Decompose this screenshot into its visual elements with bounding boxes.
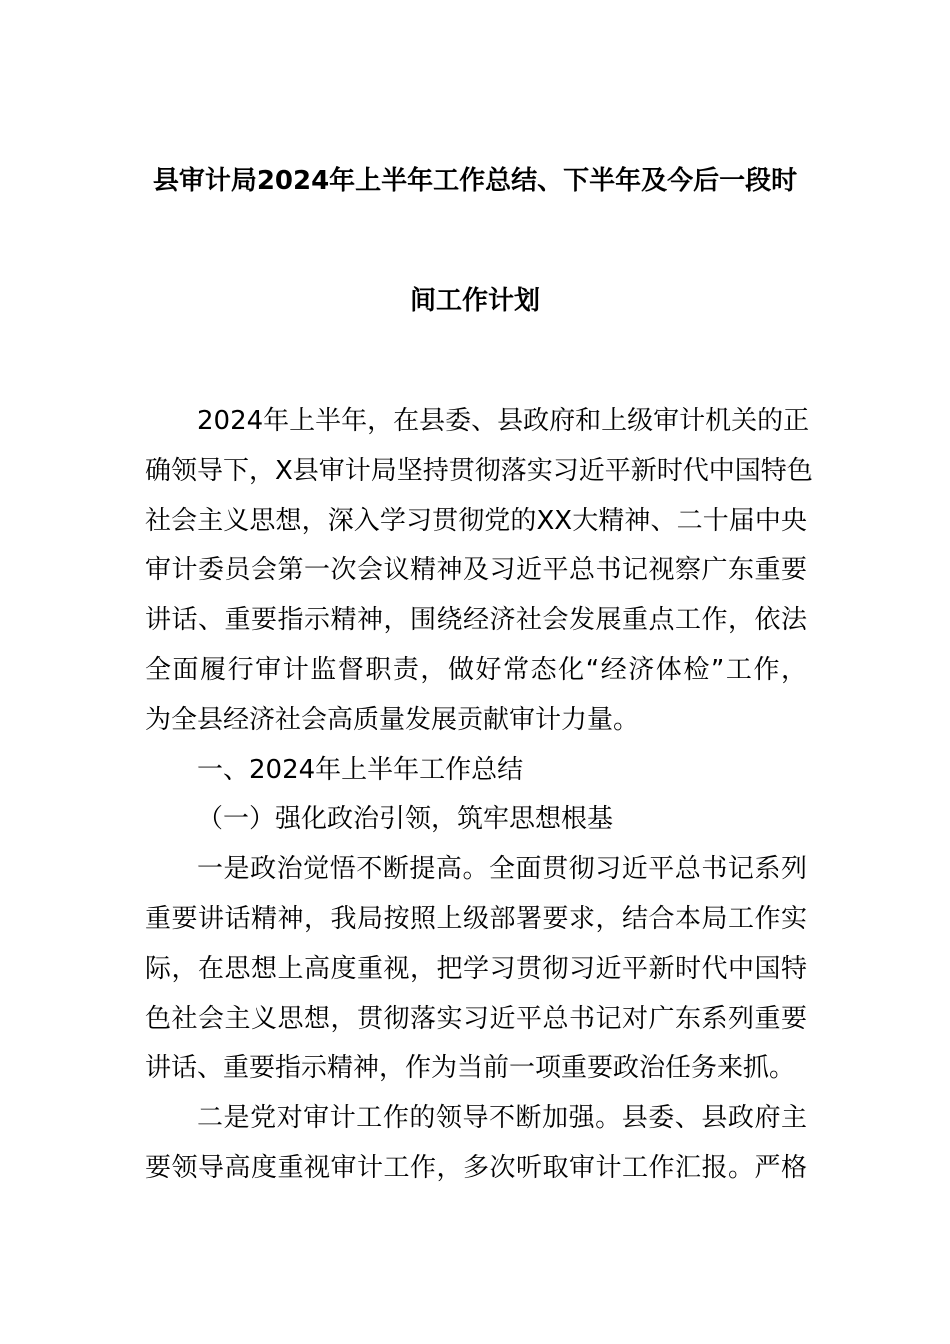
body-line: 一是政治觉悟不断提高。全面贯彻习近平总书记系列	[197, 854, 807, 885]
subsection-heading: （一）强化政治引领，筑牢思想根基	[197, 804, 614, 835]
document-title-line-1: 县审计局2024年上半年工作总结、下半年及今后一段时	[152, 166, 798, 196]
body-line: 为全县经济社会高质量发展贡献审计力量。	[145, 704, 640, 735]
body-line: 确领导下，X县审计局坚持贯彻落实习近平新时代中国特色	[145, 455, 813, 486]
body-line: 审计委员会第一次会议精神及习近平总书记视察广东重要	[145, 555, 807, 586]
body-line: 讲话、重要指示精神，围绕经济社会发展重点工作，依法	[145, 605, 807, 636]
section-heading: 一、2024年上半年工作总结	[197, 754, 524, 785]
body-line: 社会主义思想，深入学习贯彻党的XX大精神、二十届中央	[145, 505, 807, 536]
body-line: 2024年上半年，在县委、县政府和上级审计机关的正	[197, 406, 810, 436]
body-line: 讲话、重要指示精神，作为当前一项重要政治任务来抓。	[145, 1053, 796, 1084]
body-line: 际，在思想上高度重视，把学习贯彻习近平新时代中国特	[145, 953, 807, 984]
document-body	[145, 397, 813, 1194]
body-line: 二是党对审计工作的领导不断加强。县委、县政府主	[197, 1103, 807, 1134]
body-line: 全面履行审计监督职责，做好常态化“经济体检”工作，	[145, 654, 807, 685]
document-title-line-2: 间工作计划	[409, 286, 540, 316]
body-line: 重要讲话精神，我局按照上级部署要求，结合本局工作实	[145, 903, 807, 934]
body-line: 要领导高度重视审计工作，多次听取审计工作汇报。严格	[145, 1152, 807, 1183]
body-line: 色社会主义思想，贯彻落实习近平总书记对广东系列重要	[145, 1003, 807, 1034]
